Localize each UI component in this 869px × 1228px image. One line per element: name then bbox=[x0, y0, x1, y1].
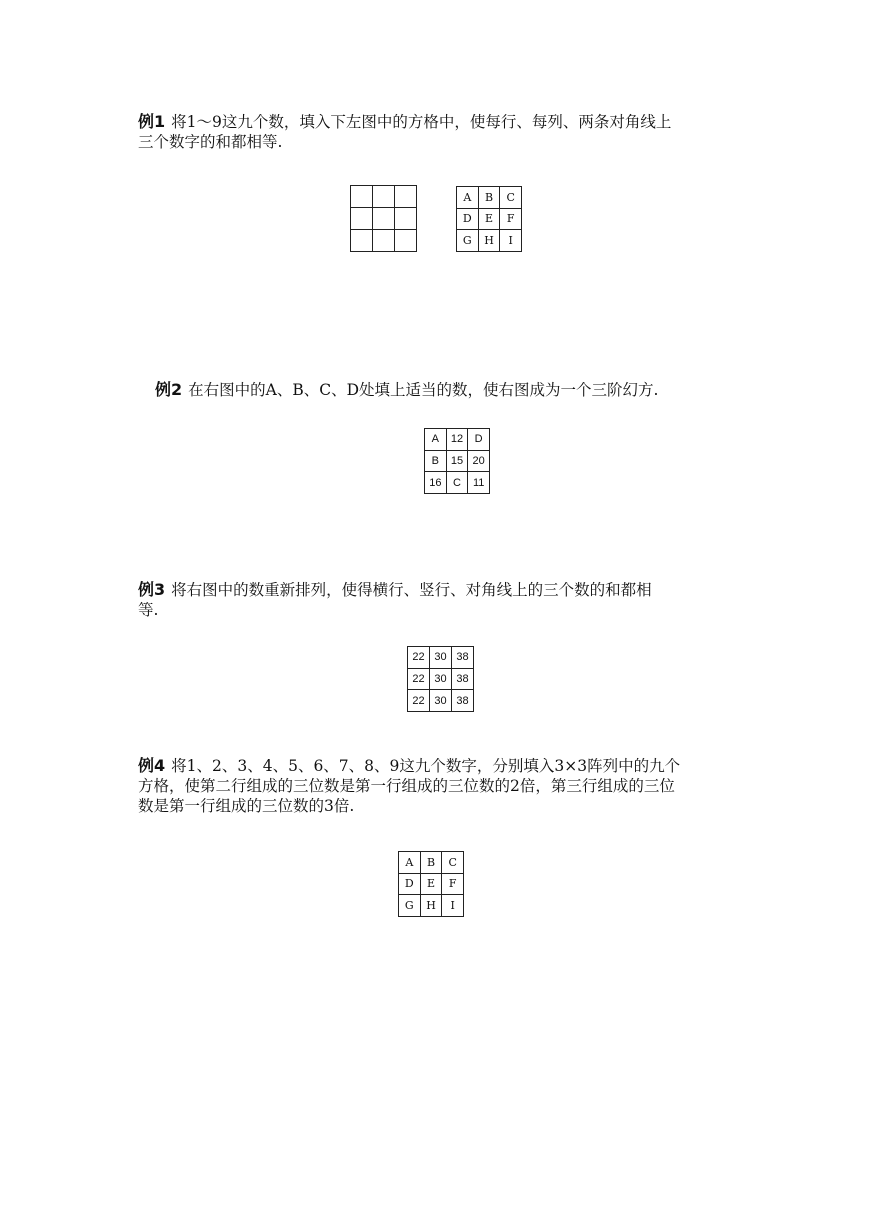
grid-cell: 38 bbox=[452, 668, 474, 690]
example-4-line-2: 方格，使第二行组成的三位数是第一行组成的三位数的2倍，第三行组成的三位 bbox=[138, 777, 675, 795]
grid-cell: A bbox=[457, 187, 479, 209]
grid-cell bbox=[351, 208, 373, 230]
example-4-line-1: 例4 将1、2、3、4、5、6、7、8、9这九个数字，分别填入3×3阵列中的九个 bbox=[138, 756, 681, 775]
example-1-text bbox=[138, 112, 671, 152]
example-2-grid bbox=[424, 428, 490, 494]
example-3-line-1: 例3 将右图中的数重新排列，使得横行、竖行、对角线上的三个数的和都相 bbox=[138, 580, 652, 599]
grid-cell: 22 bbox=[408, 647, 430, 669]
grid-cell: I bbox=[500, 230, 522, 252]
grid-cell: E bbox=[420, 873, 442, 895]
grid-cell: 22 bbox=[408, 690, 430, 712]
grid-cell: B bbox=[478, 187, 500, 209]
grid-cell: 12 bbox=[446, 429, 468, 451]
grid-cell bbox=[373, 230, 395, 252]
grid-cell: 30 bbox=[430, 647, 452, 669]
grid-cell: 15 bbox=[446, 450, 468, 472]
grid-cell: 16 bbox=[425, 472, 447, 494]
example-3-text bbox=[138, 580, 652, 620]
grid-cell: B bbox=[420, 852, 442, 874]
grid-cell: D bbox=[399, 873, 421, 895]
grid-cell: G bbox=[399, 895, 421, 917]
example-4-text bbox=[138, 756, 680, 816]
example-4-line-3: 数是第一行组成的三位数的3倍. bbox=[138, 797, 355, 815]
grid-cell: D bbox=[457, 208, 479, 230]
grid-cell: D bbox=[468, 429, 490, 451]
grid-cell: 38 bbox=[452, 647, 474, 669]
grid-cell: 20 bbox=[468, 450, 490, 472]
example-1-line-1: 例1 将1～9这九个数，填入下左图中的方格中，使每行、每列、两条对角线上 bbox=[138, 112, 672, 131]
grid-cell bbox=[351, 230, 373, 252]
grid-cell bbox=[395, 230, 417, 252]
grid-cell: F bbox=[500, 208, 522, 230]
example-1-letter-grid bbox=[456, 186, 522, 252]
grid-cell: A bbox=[399, 852, 421, 874]
example-4-grid bbox=[398, 851, 464, 917]
grid-cell: C bbox=[500, 187, 522, 209]
grid-cell: H bbox=[478, 230, 500, 252]
grid-cell: C bbox=[442, 852, 464, 874]
grid-cell: 30 bbox=[430, 690, 452, 712]
grid-cell: B bbox=[425, 450, 447, 472]
grid-cell: 30 bbox=[430, 668, 452, 690]
grid-cell bbox=[395, 186, 417, 208]
grid-cell bbox=[373, 208, 395, 230]
example-3-grid bbox=[407, 646, 474, 712]
grid-cell bbox=[373, 186, 395, 208]
example-1-line-2: 三个数字的和都相等. bbox=[138, 133, 283, 151]
grid-cell: G bbox=[457, 230, 479, 252]
grid-cell bbox=[395, 208, 417, 230]
example-2-line-1: 例2 在右图中的A、B、C、D处填上适当的数，使右图成为一个三阶幻方. bbox=[155, 380, 659, 399]
grid-cell: E bbox=[478, 208, 500, 230]
grid-cell: F bbox=[442, 873, 464, 895]
example-1-empty-grid bbox=[350, 185, 417, 252]
example-3-label: 例3 bbox=[138, 580, 166, 599]
grid-cell: C bbox=[446, 472, 468, 494]
example-3-line-2: 等. bbox=[138, 601, 159, 619]
example-4-label: 例4 bbox=[138, 756, 166, 775]
grid-cell: I bbox=[442, 895, 464, 917]
example-2-text bbox=[155, 380, 658, 400]
grid-cell: H bbox=[420, 895, 442, 917]
grid-cell: A bbox=[425, 429, 447, 451]
grid-cell: 11 bbox=[468, 472, 490, 494]
grid-cell: 38 bbox=[452, 690, 474, 712]
example-2-label: 例2 bbox=[155, 380, 183, 399]
example-1-label: 例1 bbox=[138, 112, 166, 131]
grid-cell: 22 bbox=[408, 668, 430, 690]
grid-cell bbox=[351, 186, 373, 208]
